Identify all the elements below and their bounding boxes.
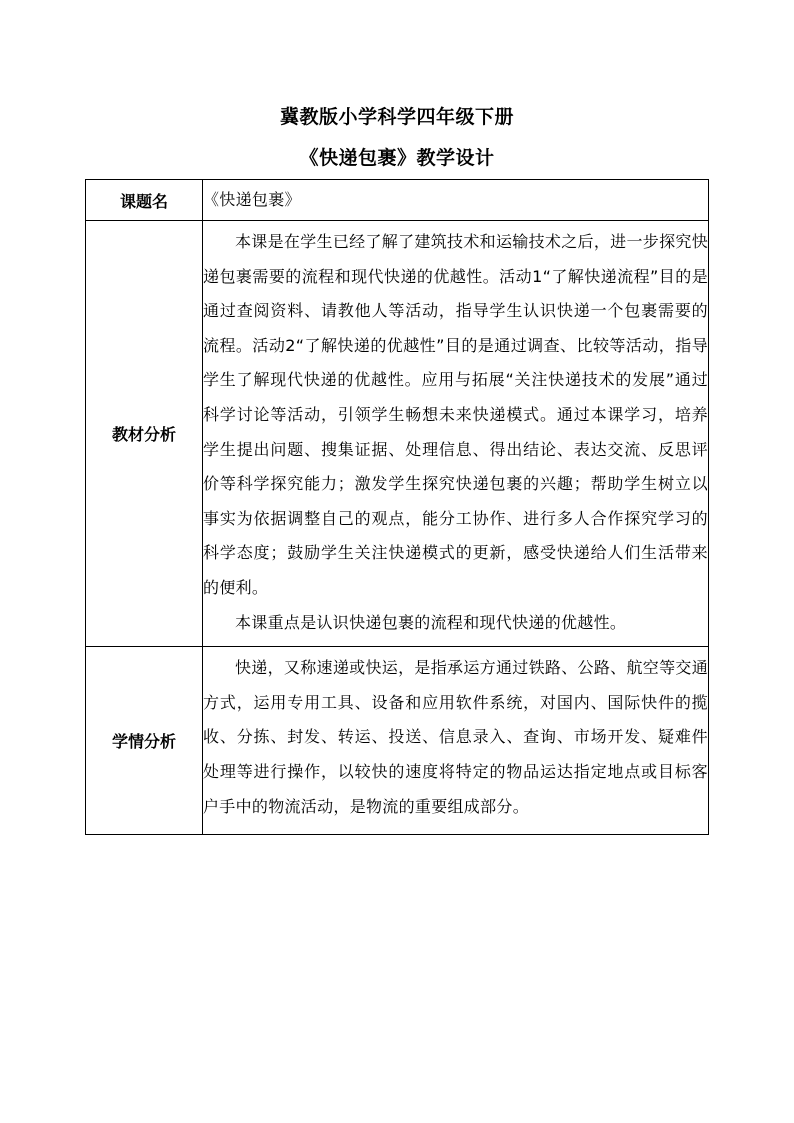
row-label-learner-analysis: 学情分析 xyxy=(86,647,203,835)
row-content-learner-analysis xyxy=(203,647,709,835)
lesson-design-table xyxy=(85,179,709,835)
table-row-material-analysis xyxy=(86,221,709,647)
document-subtitle: 《快递包裹》教学设计 xyxy=(299,147,495,169)
table-row-learner-analysis xyxy=(86,647,709,835)
learner-analysis-paragraph: 快递，又称速递或快运，是指承运方通过铁路、公路、航空等交通方式，运用专用工具、设备和应用软件系统，对国内、国际快件的揽收、分拣、封发、转运、投送、信息录入、查询、市场开发、疑难件处理等进行操作，以较快的速度将特定的物品运达指定地点或目标客户手中的物流活动，是物流的重要组成部分。 xyxy=(203,658,708,816)
row-content-topic xyxy=(203,180,709,221)
material-analysis-paragraph: 本课是在学生已经了解了建筑技术和运输技术之后，进一步探究快递包裹需要的流程和现代快递的优越性。活动1“了解快递流程”目的是通过查阅资料、请教他人等活动，指导学生认识快递一个包裹需要的流程。活动2“了解快递的优越性”目的是通过调查、比较等活动，指导学生了解现代快递的优越性。应用与拓展“关注快递技术的发展”通过科学讨论等活动，引领学生畅想未来快递模式。通过本课学习，培养学生提出问题、搜集证据、处理信息、得出结论、表达交流、反思评价等科学探究能力；激发学生探究快递包裹的兴趣；帮助学生树立以事实为依据调整自己的观点，能分工协作、进行多人合作探究学习的科学态度；鼓励学生关注快递模式的更新，感受快递给人们生活带来的便利。 xyxy=(203,232,708,597)
topic-name: 《快递包裹》 xyxy=(203,190,301,209)
row-label-material-analysis: 教材分析 xyxy=(86,221,203,647)
material-analysis-key-point: 本课重点是认识快递包裹的流程和现代快递的优越性。 xyxy=(235,612,627,632)
document-title: 冀教版小学科学四年级下册 xyxy=(279,106,514,128)
table-row-topic xyxy=(86,180,709,221)
row-label-topic: 课题名 xyxy=(86,180,203,221)
row-content-material-analysis xyxy=(203,221,709,647)
